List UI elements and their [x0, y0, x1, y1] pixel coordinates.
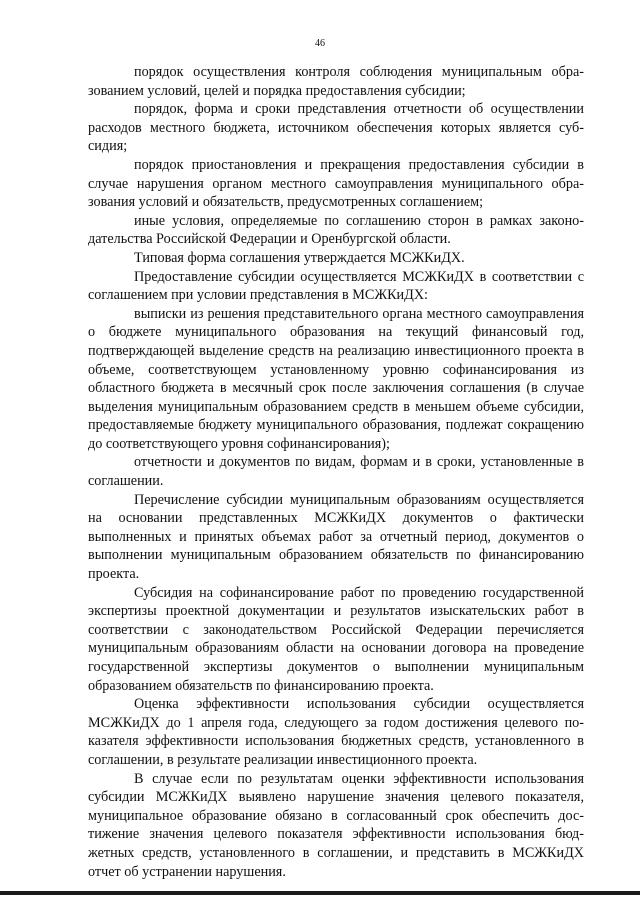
paragraph-control-procedure: порядок осуществления контроля соблюдения муниципальным образованием условий, целей и порядка предоставления субсидии; [88, 64, 584, 99]
bottom-divider [0, 891, 640, 895]
paragraph-reporting-documents: отчетности и документов по видам, формам и в сроки, установленные в соглашении. [88, 454, 584, 490]
paragraph-subsidy-transfer: Перечисление субсидии муниципальным образованиям осуществляется на основании представленных МСЖКиДХ документов о фактически выполненных и принятых объемах работ за отчетный период, документов о выполнении муниципальным образованием обязательств по финансированию проекта. [88, 491, 584, 583]
paragraph-subsidy-provision: Предоставление субсидии осуществляется МСЖКиДХ в соответствии с соглашением при условии представления в МСЖКиДХ: [88, 268, 584, 304]
paragraph-reporting-procedure: порядок, форма и сроки представления отчетности об осуществлении расходов местного бюджета, источником обеспечения которых является субсидия; [88, 101, 584, 155]
paragraph-efficiency-evaluation: Оценка эффективности использования субсидии осуществляется МСЖКиДХ до 1 апреля года, следующего за годом достижения целевого показателя эффективности использования бюджетных средств, установленного в соглашении, в результате реализации инвестиционного проекта. [88, 696, 584, 768]
paragraph-expertise-subsidy: Субсидия на софинансирование работ по проведению государственной экспертизы проектной документации и результатов изыскательских работ в соответствии с законодательством Российской Федерации перечисляется муниципальным образованиям области на основании договора на проведение государственной экспертизы документов о выполнении муниципальным образованием обязательств по финансированию проекта. [88, 584, 584, 694]
paragraph-violation-remedy: В случае если по результатам оценки эффективности использования субсидии МСЖКиДХ выявлено нарушение значения целевого показателя, муниципальное образование обязано в согласованный срок обеспечить достижение значения целевого показателя эффективности использования бюджетных средств, установленного в соглашении, и представить в МСЖКиДХ отчет об устранении нарушения. [88, 770, 584, 880]
document-body [88, 63, 584, 881]
paragraph-standard-form: Типовая форма соглашения утверждается МСЖКиДХ. [134, 249, 465, 266]
paragraph-suspension-procedure: порядок приостановления и прекращения предоставления субсидии в случае нарушения органом местного самоуправления муниципального образования условий и обязательств, предусмотренных соглашением; [88, 156, 584, 211]
page-number: 46 [315, 38, 325, 49]
paragraph-budget-extract: выписки из решения представительного органа местного самоуправления о бюджете муниципального образования на текущий финансовый год, подтверждающей выделение средств на реализацию инвестиционного проекта в объеме, соответствующем установленному уровню софинансирования из областного бюджета в месячный срок после заключения соглашения (в случае выделения муниципальным образованием средств в меньшем объеме субсидии, предоставляемые бюджету муниципального образования, подлежат сокращению до соответствующего уровня софинансирования); [88, 305, 584, 452]
paragraph-other-conditions: иные условия, определяемые по соглашению сторон в рамках законодательства Российской Федерации и Оренбургской области. [88, 212, 584, 248]
